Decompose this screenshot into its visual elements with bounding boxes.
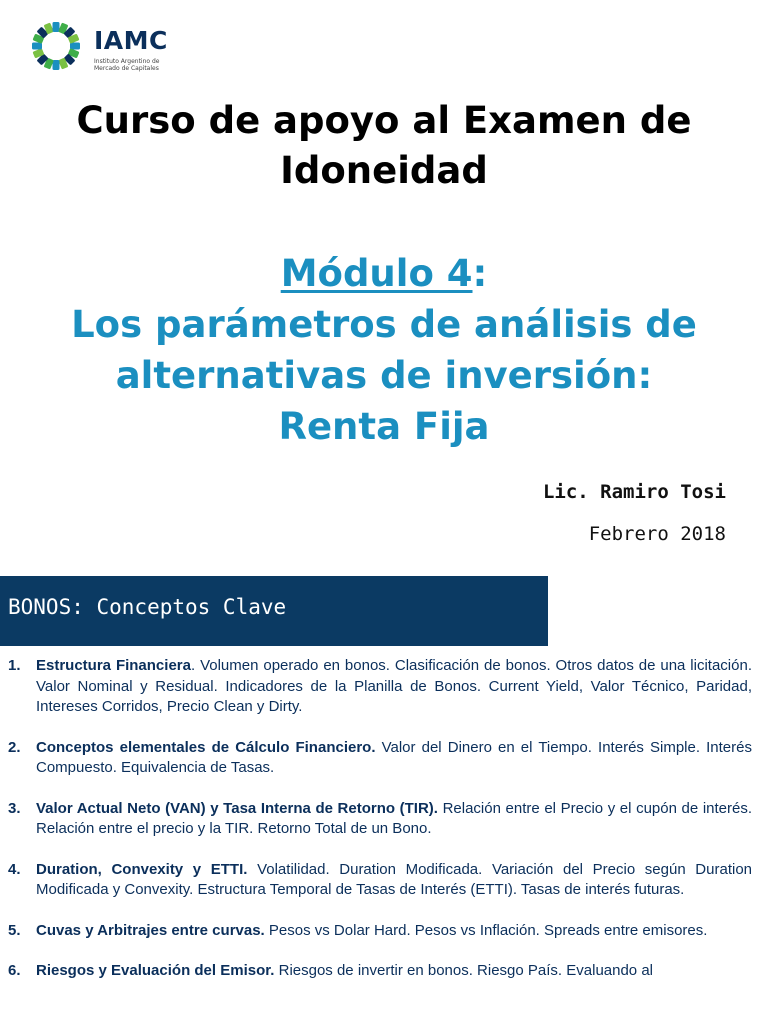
item-heading: Duration, Convexity y ETTI. bbox=[36, 860, 248, 878]
module-colon: : bbox=[472, 252, 488, 295]
list-item bbox=[8, 738, 752, 779]
module-line-4: Renta Fija bbox=[278, 405, 490, 448]
item-text: Valor del Dinero en el Tiempo. Interés Simple. Interés Compuesto. Equivalencia de Tasas. bbox=[36, 738, 752, 776]
item-separator bbox=[247, 861, 257, 878]
author-name: Lic. Ramiro Tosi bbox=[542, 481, 726, 503]
module-line-3: alternativas de inversión: bbox=[115, 354, 653, 397]
item-number: 3. bbox=[8, 799, 21, 817]
iamc-logo bbox=[30, 18, 190, 76]
list-item bbox=[8, 799, 752, 840]
item-number: 5. bbox=[8, 921, 21, 939]
item-number: 2. bbox=[8, 738, 21, 756]
section-banner bbox=[0, 576, 548, 646]
item-heading: Valor Actual Neto (VAN) y Tasa Interna de Retorno (TIR). bbox=[36, 799, 438, 817]
module-line-2: Los parámetros de análisis de bbox=[71, 303, 697, 346]
logo-ring-segment bbox=[53, 60, 60, 70]
item-text: Relación entre el Precio y el cupón de interés. Relación entre el precio y la TIR. Retorno Total de un Bono. bbox=[36, 799, 753, 837]
list-item bbox=[8, 961, 752, 982]
presentation-date: Febrero 2018 bbox=[588, 523, 726, 545]
page-title bbox=[0, 96, 768, 196]
list-item bbox=[8, 921, 752, 942]
item-number: 6. bbox=[8, 962, 21, 979]
module-label-line bbox=[0, 248, 768, 299]
logo-ring-segment bbox=[70, 43, 80, 50]
logo-ring-segment bbox=[53, 22, 60, 32]
list-item bbox=[8, 860, 752, 901]
logo-name: IAMC bbox=[94, 26, 168, 55]
module-label: Módulo 4 bbox=[280, 252, 473, 295]
item-text: Riesgos de invertir en bonos. Riesgo País. Evaluando al bbox=[278, 962, 653, 979]
item-heading: Riesgos y Evaluación del Emisor. bbox=[36, 962, 275, 979]
iamc-logo-icon bbox=[30, 20, 82, 72]
module-heading bbox=[0, 248, 768, 452]
item-text: Pesos vs Dolar Hard. Pesos vs Inflación. Spreads entre emisores. bbox=[268, 921, 708, 939]
title-line-1: Curso de apoyo al Examen de bbox=[76, 99, 692, 142]
item-number: 4. bbox=[8, 860, 21, 878]
logo-subtitle: Instituto Argentino de Mercado de Capitales bbox=[94, 58, 160, 72]
item-number: 1. bbox=[8, 657, 21, 674]
title-line-2: Idoneidad bbox=[280, 149, 488, 192]
logo-ring-segment bbox=[32, 43, 42, 50]
item-text: Volatilidad. Duration Modificada. Variación del Precio según Duration Modificada y Convexity. Estructura Temporal de Tasas de Interés (ETTI). Tasas de interés futuras. bbox=[36, 860, 752, 898]
item-heading: Estructura Financiera bbox=[36, 657, 191, 674]
section-heading: BONOS: Conceptos Clave bbox=[8, 595, 287, 619]
item-text: Volumen operado en bonos. Clasificación de bonos. Otros datos de una licitación. Valor Nominal y Residual. Indicadores de la Planilla de Bonos. Current Yield, Valor Técnico, Paridad, Intereses Corridos, Precio Clean y Dirty. bbox=[36, 657, 752, 715]
item-separator: . bbox=[190, 657, 201, 674]
item-heading: Cuvas y Arbitrajes entre curvas. bbox=[36, 921, 265, 939]
concepts-list bbox=[8, 656, 752, 1002]
list-item bbox=[8, 656, 752, 718]
item-heading: Conceptos elementales de Cálculo Financiero. bbox=[36, 738, 376, 756]
